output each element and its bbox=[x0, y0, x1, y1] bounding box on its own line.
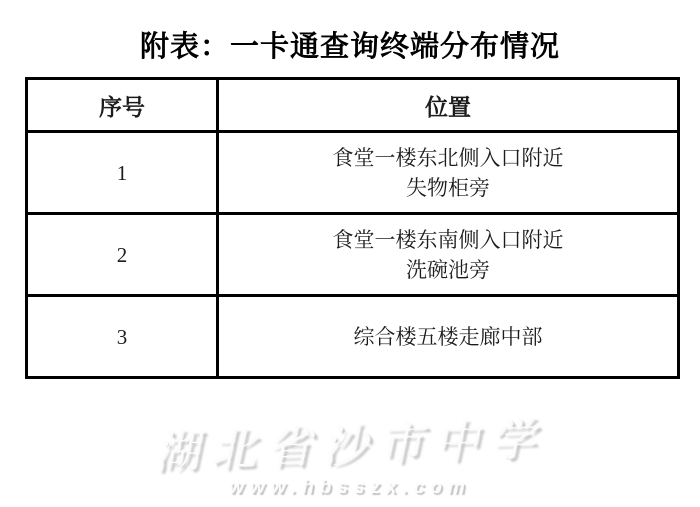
cell-number: 3 bbox=[27, 296, 218, 378]
location-line-1: 食堂一楼东南侧入口附近 bbox=[332, 227, 564, 252]
cell-number: 1 bbox=[27, 132, 218, 214]
table-row bbox=[27, 296, 679, 378]
table-header-row bbox=[27, 79, 679, 132]
terminal-location-table bbox=[25, 77, 680, 379]
header-cell-location: 位置 bbox=[218, 79, 679, 132]
location-line-1: 综合楼五楼走廊中部 bbox=[353, 324, 543, 349]
watermark-website: www.hbsszx.com bbox=[229, 477, 471, 498]
location-line-1: 食堂一楼东北侧入口附近 bbox=[332, 145, 564, 170]
location-line-2: 失物柜旁 bbox=[406, 175, 490, 200]
table-row bbox=[27, 214, 679, 296]
page-title: 附表：一卡通查询终端分布情况 bbox=[139, 31, 560, 63]
cell-location bbox=[218, 296, 679, 378]
location-line-2: 洗碗池旁 bbox=[406, 257, 490, 282]
watermark bbox=[0, 409, 700, 499]
cell-location bbox=[218, 214, 679, 296]
watermark-school-name: 湖北省沙市中学 bbox=[153, 412, 547, 479]
cell-location bbox=[218, 132, 679, 214]
table-row bbox=[27, 132, 679, 214]
header-cell-number: 序号 bbox=[27, 79, 218, 132]
cell-number: 2 bbox=[27, 214, 218, 296]
